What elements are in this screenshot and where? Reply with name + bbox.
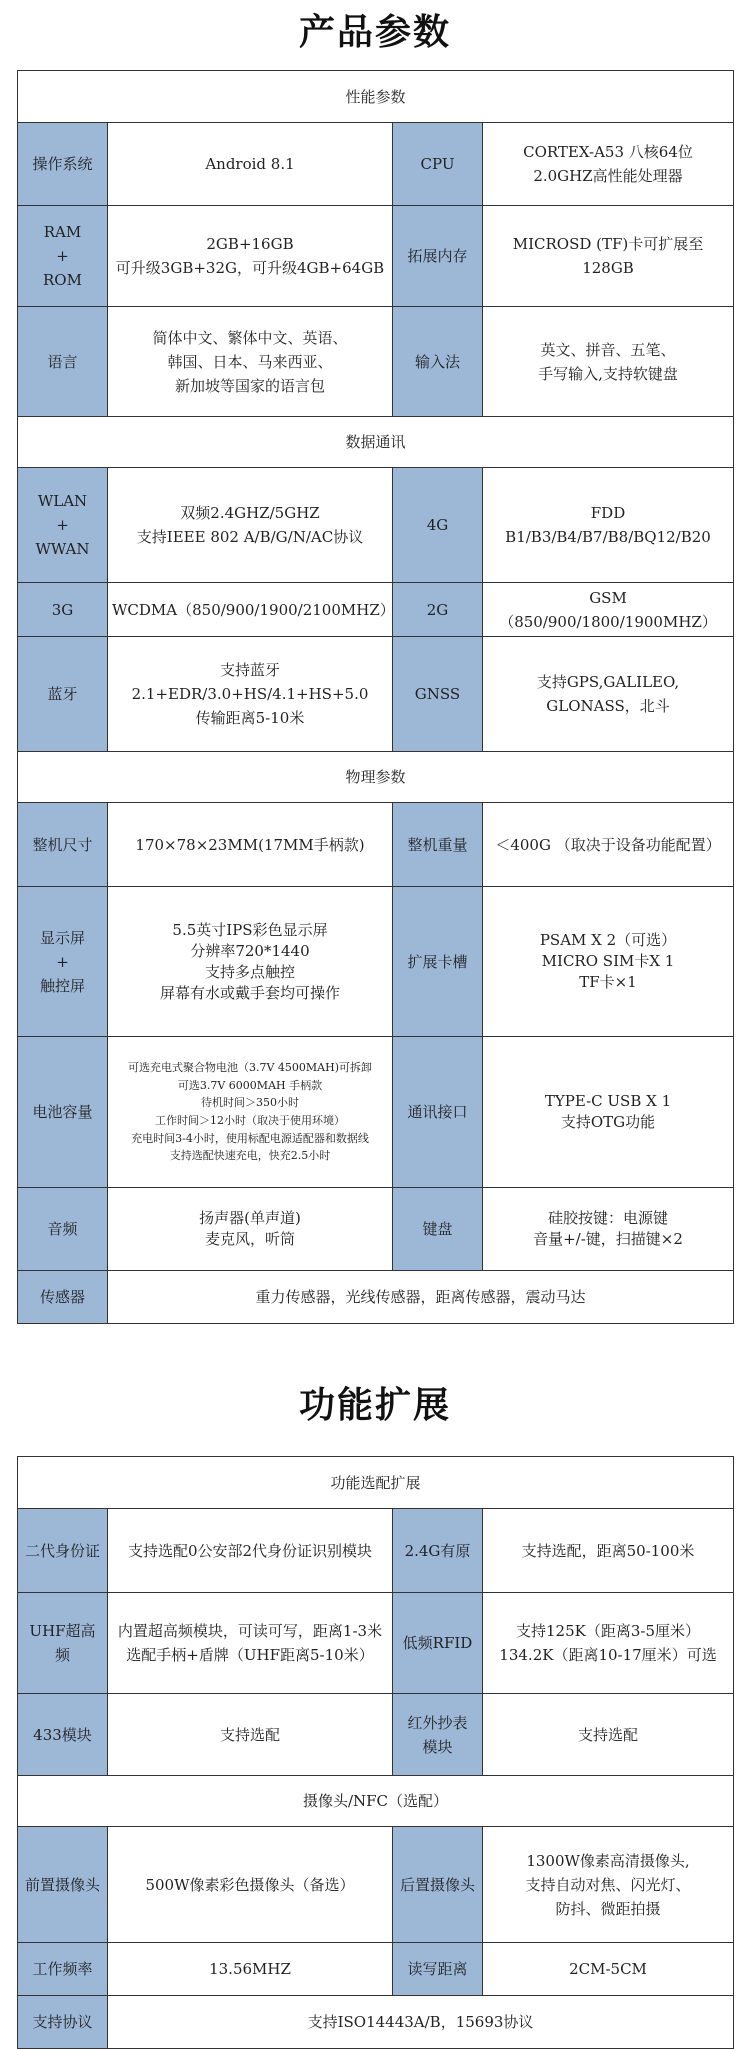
spec-value-battery: 可选充电式聚合物电池（3.7V 4500MAH)可拆卸 可选3.7V 6000MAH 手柄款 待机时间＞350小时 工作时间＞12小时（取决于使用环境） 充电时间3-4小时，使用标配电源适配器和数据线 支持选配快速充电，快充2.5小时 <box>108 1037 393 1188</box>
spec-value: PSAM X 2（可选） MICRO SIM卡X 1 TF卡×1 <box>483 887 734 1037</box>
spec-label: 显示屏 + 触控屏 <box>18 887 108 1037</box>
spec-label: GNSS <box>393 637 483 752</box>
spec-label: 拓展内存 <box>393 206 483 307</box>
product-params-table <box>17 70 734 1324</box>
spec-value: 内置超高频模块，可读可写，距离1-3米 选配手柄+盾牌（UHF距离5-10米） <box>108 1593 393 1694</box>
spec-value: MICROSD (TF)卡可扩展至128GB <box>483 206 734 307</box>
spec-value: WCDMA（850/900/1900/2100MHZ） <box>108 583 393 637</box>
group-header-data-comm: 数据通讯 <box>18 417 734 468</box>
spec-label: 433模块 <box>18 1694 108 1776</box>
spec-label: 电池容量 <box>18 1037 108 1188</box>
spec-value: CORTEX-A53 八核64位 2.0GHZ高性能处理器 <box>483 123 734 206</box>
spec-value: 支持选配0公安部2代身份证识别模块 <box>108 1509 393 1593</box>
spec-label: 2G <box>393 583 483 637</box>
spec-label: WLAN + WWAN <box>18 468 108 583</box>
spec-value: 500W像素彩色摄像头（备选） <box>108 1827 393 1943</box>
spec-label: 红外抄表 模块 <box>393 1694 483 1776</box>
spec-value: 扬声器(单声道) 麦克风，听筒 <box>108 1188 393 1271</box>
spec-label-sensor: 传感器 <box>18 1271 108 1324</box>
spec-label: 4G <box>393 468 483 583</box>
spec-value: 2GB+16GB 可升级3GB+32G，可升级4GB+64GB <box>108 206 393 307</box>
spec-label: 操作系统 <box>18 123 108 206</box>
group-header-physical: 物理参数 <box>18 752 734 803</box>
spec-label: 输入法 <box>393 307 483 417</box>
spec-value-protocol: 支持ISO14443A/B，15693协议 <box>108 1996 734 2049</box>
spec-value: 支持GPS,GALILEO, GLONASS，北斗 <box>483 637 734 752</box>
spec-label: CPU <box>393 123 483 206</box>
page-title-product-params: 产品参数 <box>298 12 451 53</box>
spec-value: GSM（850/900/1800/1900MHZ） <box>483 583 734 637</box>
group-header-camera-nfc: 摄像头/NFC（选配） <box>18 1776 734 1827</box>
spec-label: 蓝牙 <box>18 637 108 752</box>
spec-value: 1300W像素高清摄像头, 支持自动对焦、闪光灯、 防抖、微距拍摄 <box>483 1827 734 1943</box>
spec-label: 语言 <box>18 307 108 417</box>
spec-label: 扩展卡槽 <box>393 887 483 1037</box>
spec-value: 英文、拼音、五笔、 手写输入,支持软键盘 <box>483 307 734 417</box>
spec-value: 支持蓝牙2.1+EDR/3.0+HS/4.1+HS+5.0 传输距离5-10米 <box>108 637 393 752</box>
spec-value: ＜400G （取决于设备功能配置） <box>483 803 734 887</box>
spec-label: UHF超高频 <box>18 1593 108 1694</box>
spec-value: Android 8.1 <box>108 123 393 206</box>
spec-value: 13.56MHZ <box>108 1943 393 1996</box>
spec-label: 工作频率 <box>18 1943 108 1996</box>
spec-label: 整机重量 <box>393 803 483 887</box>
spec-value: 支持125K（距离3-5厘米） 134.2K（距离10-17厘米）可选 <box>483 1593 734 1694</box>
function-ext-table <box>17 1456 734 2049</box>
spec-value: FDD B1/B3/B4/B7/B8/BQ12/B20 <box>483 468 734 583</box>
group-header-performance: 性能参数 <box>18 71 734 123</box>
spec-label: 读写距离 <box>393 1943 483 1996</box>
spec-label: 二代身份证 <box>18 1509 108 1593</box>
spec-label: 通讯接口 <box>393 1037 483 1188</box>
spec-value-sensor: 重力传感器，光线传感器，距离传感器，震动马达 <box>108 1271 734 1324</box>
spec-label: 键盘 <box>393 1188 483 1271</box>
spec-value: 硅胶按键：电源键 音量+/-键，扫描键×2 <box>483 1188 734 1271</box>
group-header-optional-ext: 功能选配扩展 <box>18 1457 734 1509</box>
spec-label: 整机尺寸 <box>18 803 108 887</box>
spec-value: 170×78×23MM(17MM手柄款) <box>108 803 393 887</box>
spec-value: 双频2.4GHZ/5GHZ 支持IEEE 802 A/B/G/N/AC协议 <box>108 468 393 583</box>
spec-label: 3G <box>18 583 108 637</box>
spec-value: 支持选配 <box>108 1694 393 1776</box>
spec-value: 支持选配，距离50-100米 <box>483 1509 734 1593</box>
spec-value: 支持选配 <box>483 1694 734 1776</box>
spec-label: 前置摄像头 <box>18 1827 108 1943</box>
page-title-function-ext: 功能扩展 <box>298 1385 451 1426</box>
spec-value: TYPE-C USB X 1 支持OTG功能 <box>483 1037 734 1188</box>
spec-value: 简体中文、繁体中文、英语、 韩国、日本、马来西亚、 新加坡等国家的语言包 <box>108 307 393 417</box>
spec-label: 2.4G有原 <box>393 1509 483 1593</box>
spec-label: 音频 <box>18 1188 108 1271</box>
spec-label: RAM + ROM <box>18 206 108 307</box>
spec-label-protocol: 支持协议 <box>18 1996 108 2049</box>
spec-value: 2CM-5CM <box>483 1943 734 1996</box>
spec-label: 后置摄像头 <box>393 1827 483 1943</box>
spec-label: 低频RFID <box>393 1593 483 1694</box>
spec-value: 5.5英寸IPS彩色显示屏 分辨率720*1440 支持多点触控 屏幕有水或戴手套均可操作 <box>108 887 393 1037</box>
